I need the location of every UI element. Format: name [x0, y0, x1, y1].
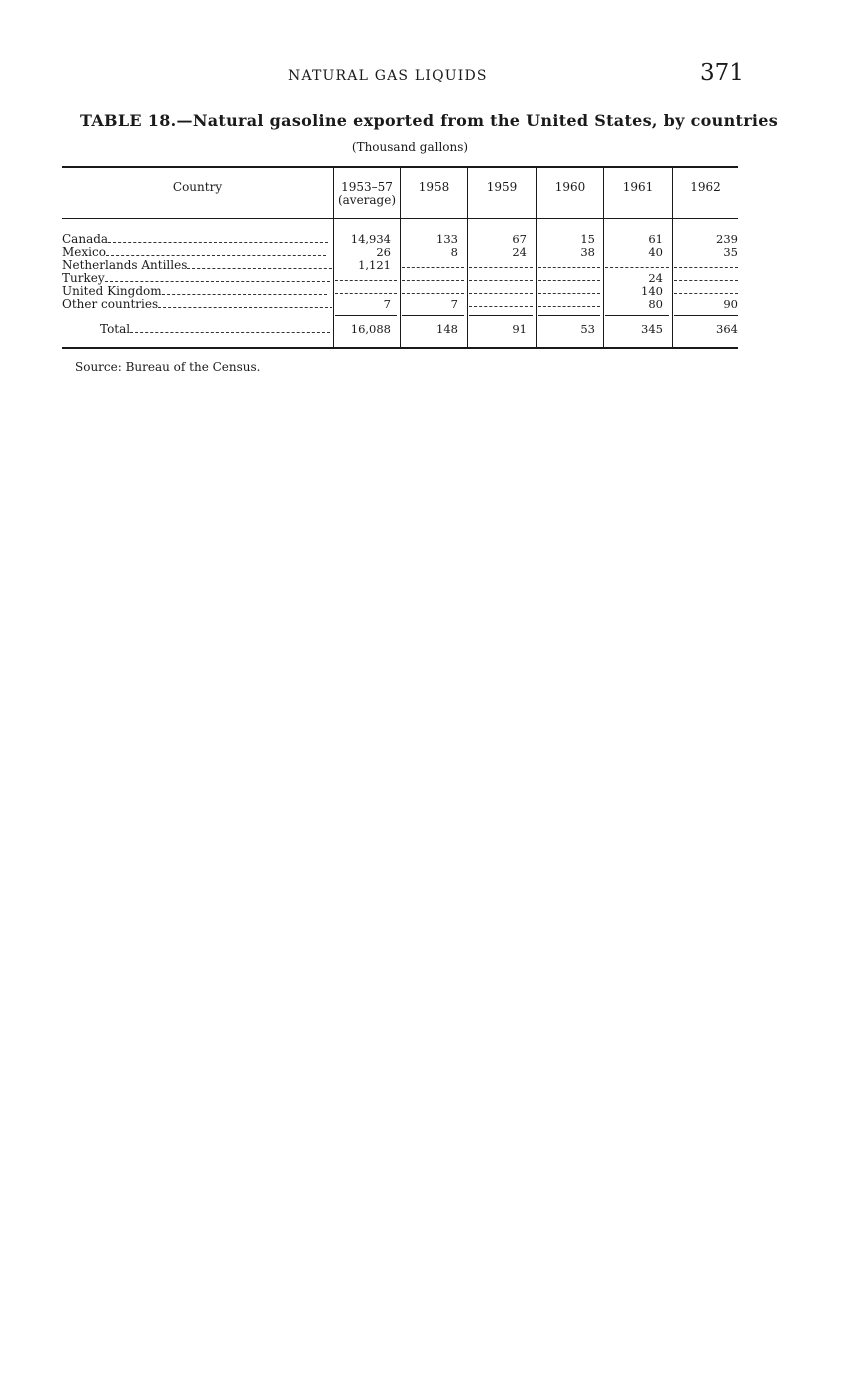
row-label-canada: Canada [62, 233, 332, 246]
header-1959: 1959 [486, 180, 518, 194]
empty-cell-dash [674, 293, 738, 294]
empty-cell-dash [538, 267, 600, 268]
empty-cell-dash [335, 280, 397, 281]
total-cell: 345 [641, 322, 663, 336]
total-cell: 364 [716, 322, 738, 336]
table-unit: (Thousand gallons) [351, 140, 469, 154]
cell: 239 [716, 232, 738, 246]
total-cell: 16,088 [350, 322, 391, 336]
cell: 80 [648, 297, 663, 311]
cell: 24 [512, 245, 527, 259]
cell: 26 [376, 245, 391, 259]
empty-cell-dash [402, 293, 464, 294]
header-1958: 1958 [418, 180, 450, 194]
row-label-united-kingdom: United Kingdom [62, 285, 332, 298]
subtotal-rule [402, 315, 464, 316]
empty-cell-dash [605, 267, 669, 268]
cell: 61 [648, 232, 663, 246]
header-1962: 1962 [690, 180, 721, 194]
running-head: NATURAL GAS LIQUIDS [288, 68, 488, 84]
empty-cell-dash [538, 306, 600, 307]
row-label-turkey: Turkey [62, 272, 332, 285]
cell: 38 [580, 245, 595, 259]
empty-cell-dash [335, 293, 397, 294]
row-label-mexico: Mexico [62, 246, 332, 259]
header-1960: 1960 [554, 180, 586, 194]
cell: 1,121 [358, 258, 391, 272]
cell: 24 [648, 271, 663, 285]
header-1961: 1961 [622, 180, 654, 194]
empty-cell-dash [674, 267, 738, 268]
total-cell: 148 [436, 322, 458, 336]
row-label-other-countries: Other countries [62, 298, 332, 311]
subtotal-rule [674, 315, 738, 316]
cell: 15 [580, 232, 595, 246]
header-avg-line1: 1953–57 [341, 180, 393, 194]
source-note: Source: Bureau of the Census. [75, 360, 261, 374]
empty-cell-dash [402, 267, 464, 268]
cell: 133 [436, 232, 458, 246]
subtotal-rule [538, 315, 600, 316]
empty-cell-dash [674, 280, 738, 281]
cell: 35 [723, 245, 738, 259]
empty-cell-dash [402, 280, 464, 281]
cell: 7 [383, 297, 391, 311]
cell: 14,934 [350, 232, 391, 246]
cell: 90 [723, 297, 738, 311]
empty-cell-dash [469, 306, 533, 307]
empty-cell-dash [469, 267, 533, 268]
cell: 7 [450, 297, 458, 311]
empty-cell-dash [469, 280, 533, 281]
data-table [62, 166, 738, 349]
total-cell: 91 [512, 322, 527, 336]
cell: 40 [648, 245, 663, 259]
table-title: TABLE 18.—Natural gasoline exported from the United States, by countries [80, 111, 779, 130]
cell: 8 [450, 245, 458, 259]
cell: 140 [641, 284, 663, 298]
empty-cell-dash [469, 293, 533, 294]
subtotal-rule [469, 315, 533, 316]
page-number: 371 [700, 60, 744, 86]
cell: 67 [512, 232, 527, 246]
header-country: Country [172, 180, 223, 194]
bottom-rule [62, 347, 738, 349]
empty-cell-dash [538, 293, 600, 294]
row-label-total: Total [62, 323, 332, 336]
row-label-netherlands-antilles: Netherlands Antilles [62, 259, 332, 272]
subtotal-rule [605, 315, 669, 316]
header-avg-line2: (average) [337, 193, 397, 207]
header-avg [334, 181, 400, 207]
subtotal-rule [335, 315, 397, 316]
empty-cell-dash [538, 280, 600, 281]
total-cell: 53 [580, 322, 595, 336]
